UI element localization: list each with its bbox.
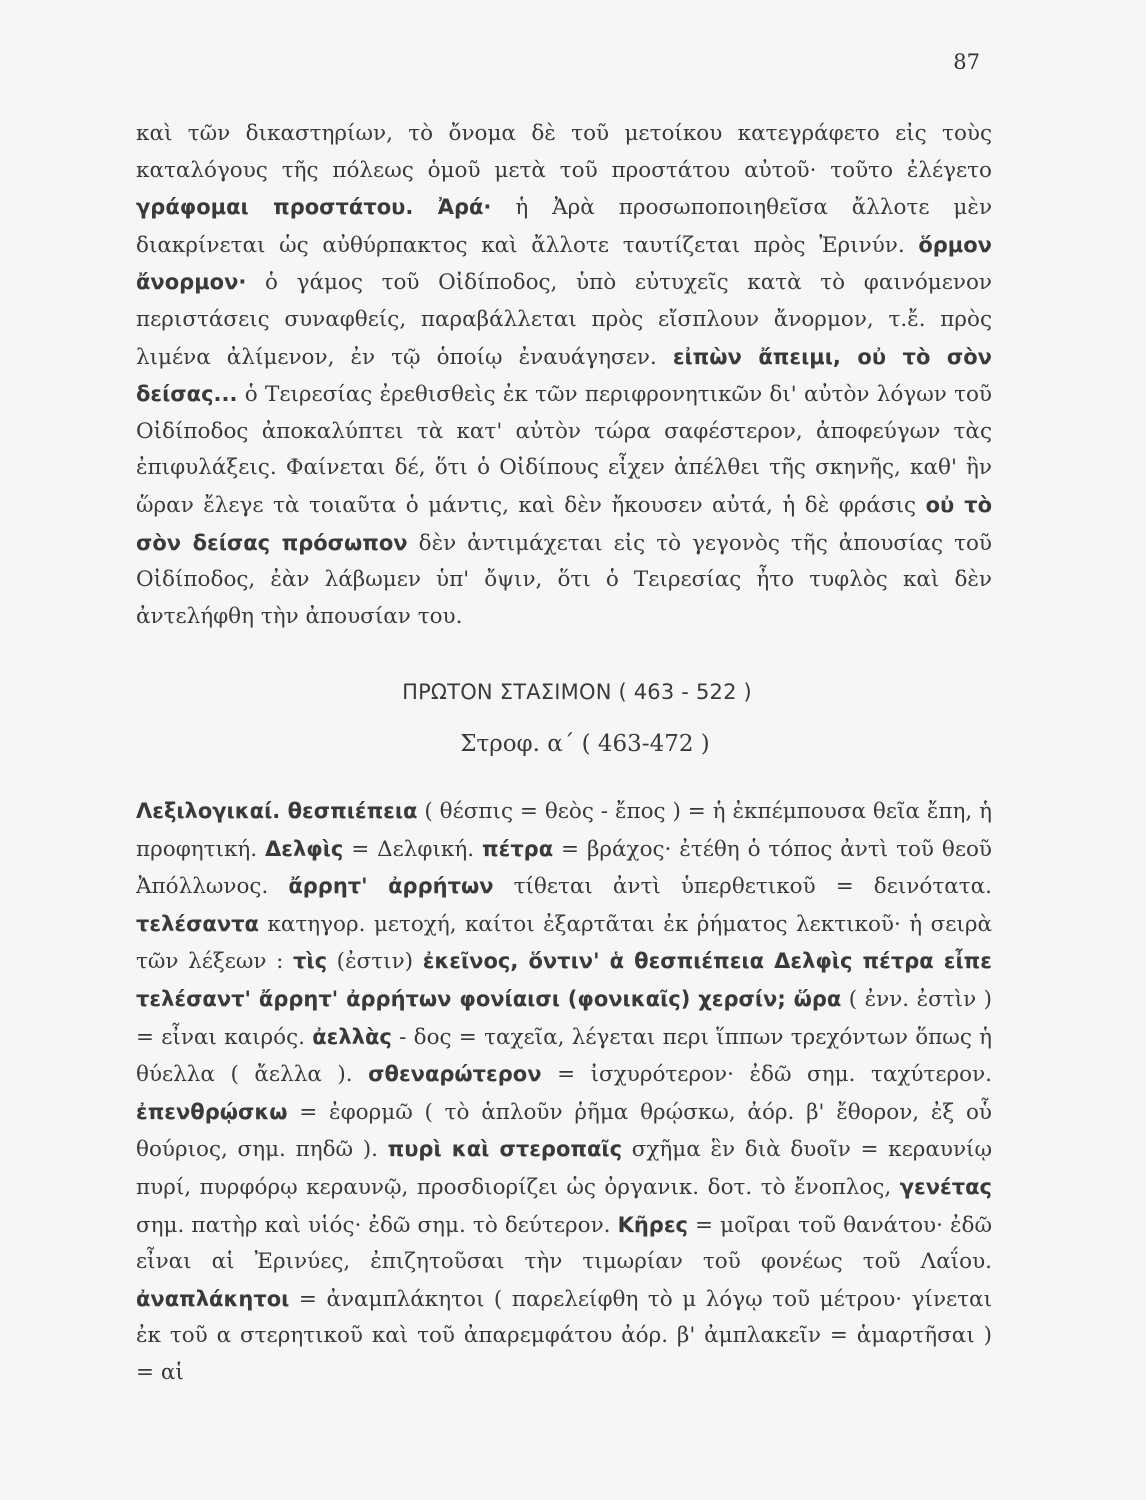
text-run: ( ἐνν. ἐστὶν ) = εἶναι καιρός. <box>136 986 992 1050</box>
bold-term: εἰπὼν ἄπειμι, οὐ τὸ σὸν δείσας... <box>136 344 992 407</box>
bold-term: Κῆρες <box>617 1212 688 1237</box>
bold-term: ἄρρητ' ἀρρήτων <box>288 874 494 899</box>
lexical-notes-paragraph <box>136 793 992 1392</box>
text-run: - δος = ταχεῖα, λέγεται περι ἵππων τρεχόντων ὅπως ἡ θύελλα ( ἄελλα ). <box>136 1024 992 1088</box>
text-run: κατηγορ. μετοχή, καίτοι ἐξαρτᾶται ἐκ ῥήματος λεκτικοῦ· ἡ σειρὰ τῶν λέξεων : <box>136 911 992 975</box>
text-run: = βράχος· ἐτέθη ὁ τόπος ἀντὶ τοῦ θεοῦ Ἀπόλλωνος. <box>136 836 992 900</box>
bold-term: γενέτας <box>899 1174 992 1199</box>
text-run: = Δελφική. <box>343 836 482 862</box>
text-run: (ἐστιν) <box>327 949 423 975</box>
text-run: = ἀναμπλάκητοι ( παρελείφθη τὸ μ λόγῳ τοῦ μέτρου· γίνεται ἐκ τοῦ α στερητικοῦ καὶ τοῦ ἀπαρεμφάτου ἀόρ. β' ἀμπλακεῖν = ἁμαρτῆσαι ) = αἱ <box>136 1286 992 1385</box>
text-run: σημ. πατὴρ καὶ υἱός· ἐδῶ σημ. τὸ δεύτερον. <box>136 1212 618 1238</box>
bold-term: ἀναπλάκητοι <box>136 1286 290 1311</box>
text-run: = μοῖραι τοῦ θανάτου· ἐδῶ εἶναι αἱ Ἐρινύες, ἐπιζητοῦσαι τὴν τιμωρίαν τοῦ φονέως τοῦ Λαΐου. <box>136 1212 992 1275</box>
bold-term: ἐπενθρῴσκω <box>136 1099 288 1124</box>
bold-term: ἐκεῖνος, ὅντιν' ἁ θεσπιέπεια Δελφὶς πέτρα εἶπε τελέσαντ' ἄρρητ' ἀρρήτων φονίαισι (φονικαῖς) χερσίν; ὥρα <box>136 949 992 1011</box>
bold-term: τελέσαντα <box>136 911 259 936</box>
page-number: 87 <box>953 50 980 74</box>
text-run: ὁ γάμος τοῦ Οἰδίποδος, ὑπὸ εὐτυχεῖς κατὰ τὸ φαινόμενον περιστάσεις συναφθείς, παραβάλλεται πρὸς εἴσπλουν ἄνορμον, τ.ἔ. πρὸς λιμένα ἀλίμενον, ἐν τῷ ὁποίῳ ἐναυάγησεν. <box>136 270 992 370</box>
text-run: = ἰσχυρότερον· ἐδῶ σημ. ταχύτερον. <box>541 1062 992 1088</box>
subsection-heading: Στροφ. α΄ ( 463-472 ) <box>460 731 710 757</box>
text-run: = ἐφορμῶ ( τὸ ἁπλοῦν ῥῆμα θρῴσκω, ἀόρ. β' ἔθορον, ἐξ οὗ θούριος, σημ. πηδῶ ). <box>136 1099 992 1163</box>
bold-term: ἀελλὰς <box>312 1024 392 1049</box>
bold-term: τὶς <box>293 949 328 974</box>
section-heading: ΠΡΩΤΟΝ ΣΤΑΣΙΜΟΝ ( 463 - 522 ) <box>402 680 752 704</box>
text-run: σχῆμα ἓν διὰ δυοῖν = κεραυνίῳ πυρί, πυρφόρῳ κεραυνῷ, προσδιορίζει ὡς ὀργανικ. δοτ. τὸ ἔνοπλος, <box>136 1137 992 1200</box>
text-run: ὁ Τειρεσίας ἐρεθισθεὶς ἐκ τῶν περιφρονητικῶν δι' αὐτὸν λόγων τοῦ Οἰδίποδος ἀποκαλύπτει τὰ κατ' αὐτὸν τώρα σαφέστερον, ἀποφεύγων τὰς ἐπιφυλάξεις. Φαίνεται δέ, ὅτι ὁ Οἰδίπους εἶχεν ἀπέλθει τῆς σκηνῆς, καθ' ἣν ὥραν ἔλεγε τὰ τοιαῦτα ὁ μάντις, καὶ δὲν ἤκουσεν αὐτά, ἡ δὲ φράσις <box>136 382 992 518</box>
bold-term: σθεναρώτερον <box>368 1062 542 1087</box>
text-run: δὲν ἀντιμάχεται εἰς τὸ γεγονὸς τῆς ἀπουσίας τοῦ Οἰδίποδος, ἐὰν λάβωμεν ὑπ' ὄψιν, ὅτι ὁ Τειρεσίας ἦτο τυφλὸς καὶ δὲν ἀντελήφθη τὴν ἀπουσίαν του. <box>136 530 992 629</box>
bold-term: πυρὶ καὶ στεροπαῖς <box>387 1137 623 1162</box>
text-run: καὶ τῶν δικαστηρίων, τὸ ὄνομα δὲ τοῦ μετοίκου κατεγράφετο εἰς τοὺς καταλόγους τῆς πόλεως ὁμοῦ μετὰ τοῦ προστάτου αὐτοῦ· τοῦτο ἐλέγετο <box>136 121 992 183</box>
bold-term: πέτρα <box>481 836 554 861</box>
bold-term: οὐ τὸ σὸν δείσας πρόσωπον <box>136 492 993 555</box>
commentary-paragraph <box>136 116 992 635</box>
bold-term: ὅρμον ἄνορμον· <box>136 232 992 295</box>
text-run: ( θέσπις = θεὸς - ἔπος ) = ἡ ἐκπέμπουσα θεῖα ἔπη, ἡ προφητική. <box>136 799 992 862</box>
bold-term: γράφομαι προστάτου. Ἀρά· <box>136 195 492 220</box>
text-run: τίθεται ἀντὶ ὑπερθετικοῦ = δεινότατα. <box>493 874 992 900</box>
text-run: ἡ Ἀρὰ προσωποποιηθεῖσα ἄλλοτε μὲν διακρίνεται ὡς αὐθύρπακτος καὶ ἄλλοτε ταυτίζεται πρὸς Ἐρινύν. <box>136 195 993 258</box>
bold-term: Δελφὶς <box>265 836 344 861</box>
bold-term: Λεξιλογικαί. θεσπιέπεια <box>136 799 418 823</box>
